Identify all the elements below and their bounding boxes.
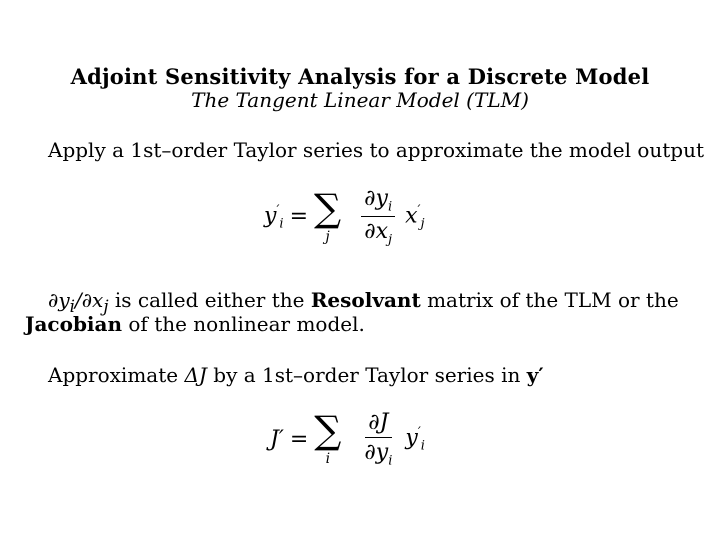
- paragraph-jacobian: Jacobian of the nonlinear model.: [25, 312, 365, 336]
- summation-operator: [314, 185, 342, 245]
- equation-term: $y'_i$: [405, 424, 425, 454]
- inline-math: $\partial y_i/\partial x_j$: [48, 288, 109, 316]
- inline-math-delta-j: ΔJ: [184, 363, 207, 387]
- equation-tlm: [264, 186, 425, 248]
- paragraph-approximate: Approximate ΔJ by a 1st–order Taylor series in y′: [48, 363, 544, 387]
- summation-operator: [314, 408, 342, 468]
- paragraph-resolvant: $\partial y_i/\partial x_j$ is called either the Resolvant matrix of the TLM or the: [48, 288, 679, 316]
- equals-sign: =: [289, 426, 309, 452]
- term-jacobian: Jacobian: [25, 312, 123, 336]
- sigma-symbol: ∑: [314, 185, 342, 230]
- partial-derivative-fraction: [361, 186, 395, 248]
- summation-index: i: [325, 451, 331, 468]
- equals-sign: =: [289, 204, 308, 230]
- term-resolvant: Resolvant: [310, 288, 421, 312]
- bold-vector-y: y′: [526, 363, 544, 387]
- fraction-numerator: ∂J: [365, 410, 391, 438]
- equation-lhs: $y'_i$: [264, 202, 284, 232]
- equation-lhs: J′: [270, 426, 284, 452]
- slide-subtitle: The Tangent Linear Model (TLM): [191, 88, 529, 112]
- equation-cost-function: [270, 410, 425, 468]
- summation-index: j: [325, 228, 330, 245]
- sigma-symbol: ∑: [314, 408, 342, 453]
- fraction-denominator: $\partial y_i$: [364, 440, 393, 469]
- partial-derivative-fraction: [361, 410, 395, 468]
- fraction-numerator: $\partial y_i$: [361, 186, 395, 217]
- slide-title: Adjoint Sensitivity Analysis for a Discrete Model: [70, 64, 650, 89]
- equation-term: $x'_j$: [405, 202, 425, 232]
- paragraph-taylor-output: Apply a 1st–order Taylor series to approximate the model output: [48, 138, 704, 162]
- fraction-denominator: $\partial x_j$: [364, 219, 393, 248]
